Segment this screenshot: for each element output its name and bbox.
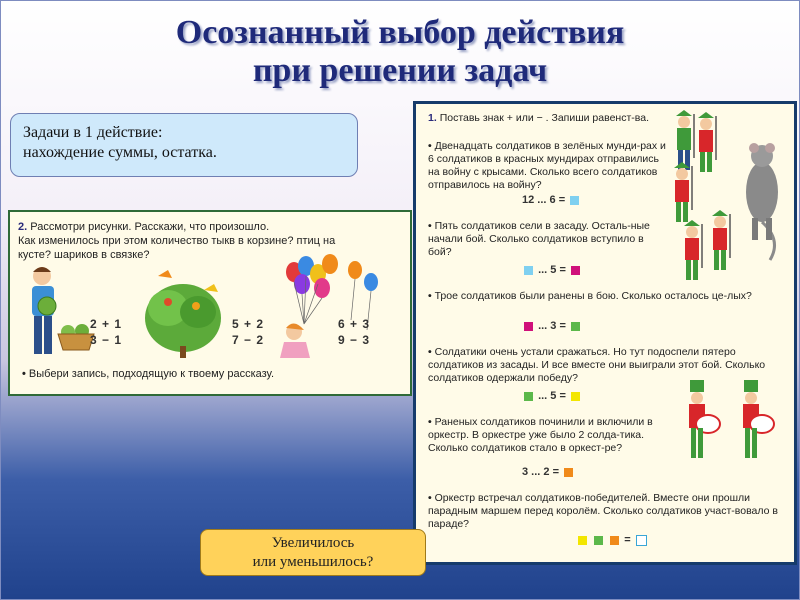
- example-2b: 7 − 2: [232, 333, 265, 347]
- example-1b: 3 − 1: [90, 333, 123, 347]
- subtask-4: • Солдатики очень устали сражаться. Но тут подоспели пятеро солдатиков из засады. И все вместе они выиграли этот бой. Сколько солдатиков одержали победу?: [428, 346, 766, 384]
- subtask-3: • Трое солдатиков были ранены в бою. Сколько осталось це-лых?: [428, 290, 752, 302]
- right-task-header: [428, 112, 668, 125]
- left-task-instruction: • Выбери запись, подходящую к твоему рассказу.: [22, 368, 275, 380]
- left-textbook-panel: [8, 210, 412, 396]
- subtask-4-text: Солдатики очень устали сражаться. Но тут подоспели пятеро солдатиков из засады. И все вместе они выиграли этот бой. Сколько солдатиков одержали победу?: [428, 346, 766, 384]
- equation-5-text: 3 ... 2 =: [522, 466, 559, 478]
- right-task-header-text: Поставь знак + или − . Запиши равенст-ва.: [439, 112, 649, 124]
- subtask-2: • Пять солдатиков сели в засаду. Осталь-ные начали бой. Сколько солдатиков вступило в бой?: [428, 220, 650, 258]
- cyan-square-icon: [570, 196, 579, 205]
- drummer-soldiers-illustration: [682, 380, 792, 476]
- magenta-square-icon: [571, 266, 580, 275]
- magenta-square-icon: [524, 322, 533, 331]
- example-3a: 6 + 3: [338, 317, 371, 331]
- subtask-6: • Оркестр встречал солдатиков-победителей. Вместе они прошли парадным маршем перед королём. Сколько солдатиков участ-вовало в параде?: [428, 492, 778, 530]
- example-3: [338, 316, 370, 348]
- example-2a: 5 + 2: [232, 317, 265, 331]
- subtask-1: • Двенадцать солдатиков в зелёных мунди-рах и 6 солдатиков в красных мундирах отправились на войну с крысами. Сколько всего солдатиков отправилось на войну?: [428, 140, 666, 191]
- title-line-2: при решении задач: [252, 52, 548, 89]
- equation-4-text: ... 5 =: [538, 390, 566, 402]
- equation-6: [576, 534, 649, 546]
- equation-2-text: ... 5 =: [538, 264, 566, 276]
- equation-6-text: =: [624, 534, 631, 546]
- yellow-square-icon: [578, 536, 587, 545]
- left-task-line-3: кусте? шариков в связке?: [18, 249, 150, 261]
- left-task-line-2: Как изменилось при этом количество тыкв в корзине? птиц на: [18, 235, 336, 247]
- white-square-icon: [636, 535, 647, 546]
- rat-king-illustration: [746, 143, 778, 260]
- left-task-number: 2.: [18, 221, 28, 233]
- slide-title: [90, 14, 710, 90]
- equation-3-text: ... 3 =: [538, 320, 566, 332]
- equation-3: [522, 320, 582, 332]
- right-textbook-panel: [413, 101, 797, 565]
- right-task-number: 1.: [428, 112, 437, 124]
- equation-4: [522, 390, 582, 402]
- left-task-line-1: Рассмотри рисунки. Расскажи, что произошло.: [30, 221, 270, 233]
- example-1a: 2 + 1: [90, 317, 123, 331]
- soldiers-illustration: [666, 110, 792, 284]
- yellow-square-icon: [571, 392, 580, 401]
- callout-line-1: Увеличилось: [271, 535, 355, 551]
- equation-2: [522, 264, 582, 276]
- orange-square-icon: [564, 468, 573, 477]
- note-box: [10, 113, 358, 177]
- right-textbook-page: [416, 104, 794, 562]
- example-1: [90, 316, 122, 348]
- example-2: [232, 316, 264, 348]
- orange-square-icon: [610, 536, 619, 545]
- equation-1: [522, 194, 581, 206]
- subtask-5: • Раненых солдатиков починили и включили в оркестр. В оркестре уже было 2 солда-тика. Сколько солдатиков стало в оркест-ре?: [428, 416, 653, 454]
- cyan-square-icon: [524, 266, 533, 275]
- green-square-icon: [524, 392, 533, 401]
- subtask-3-text: Трое солдатиков были ранены в бою. Сколько осталось це-лых?: [434, 290, 752, 302]
- note-line-2: нахождение суммы, остатка.: [23, 144, 217, 161]
- subtask-2-text: Пять солдатиков сели в засаду. Осталь-ные начали бой. Сколько солдатиков вступило в бой?: [428, 220, 650, 258]
- subtask-5-text: Раненых солдатиков починили и включили в оркестр. В оркестре уже было 2 солда-тика. Сколько солдатиков стало в оркест-ре?: [428, 416, 653, 454]
- callout-line-2: или уменьшилось?: [252, 554, 374, 570]
- equation-1-text: 12 ... 6 =: [522, 194, 566, 206]
- left-task-instruction-text: Выбери запись, подходящую к твоему рассказу.: [28, 368, 275, 380]
- bush-with-birds-illustration: [138, 268, 228, 360]
- left-textbook-page: [10, 212, 410, 394]
- green-square-icon: [571, 322, 580, 331]
- equation-5: [522, 466, 575, 478]
- example-3b: 9 − 3: [338, 333, 371, 347]
- subtask-1-text: Двенадцать солдатиков в зелёных мунди-рах и 6 солдатиков в красных мундирах отправились на войну с крысами. Сколько всего солдатиков отправилось на войну?: [428, 140, 666, 191]
- question-callout: [200, 529, 426, 576]
- subtask-6-text: Оркестр встречал солдатиков-победителей. Вместе они прошли парадным маршем перед королём. Сколько солдатиков участ-вовало в параде?: [428, 492, 778, 530]
- green-square-icon: [594, 536, 603, 545]
- title-line-1: Осознанный выбор действия: [175, 14, 625, 51]
- note-line-1: Задачи в 1 действие:: [23, 124, 163, 141]
